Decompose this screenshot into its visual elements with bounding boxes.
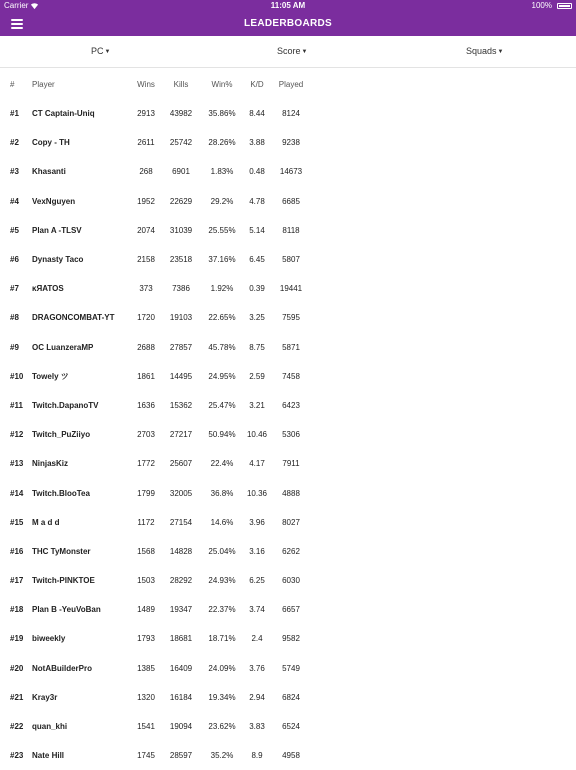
rank-cell: #12 (10, 430, 24, 440)
kills-cell: 23518 (169, 255, 193, 265)
wins-cell: 2611 (137, 138, 155, 148)
player-name: Copy - TH (32, 138, 70, 148)
win-pct-cell: 35.2% (210, 751, 234, 761)
kills-cell: 15362 (169, 400, 193, 410)
player-name: Towely ツ (32, 371, 69, 381)
table-row[interactable] (0, 333, 311, 362)
player-name: quan_khi (32, 722, 68, 732)
kills-cell: 31039 (169, 225, 193, 235)
win-pct-cell: 36.8% (210, 488, 234, 498)
wins-cell: 2158 (137, 255, 155, 265)
player-name: CT Captain-Uniq (32, 109, 95, 119)
kills-cell: 6901 (172, 167, 190, 177)
kd-cell: 3.16 (249, 546, 265, 556)
played-cell: 5807 (282, 255, 300, 265)
win-pct-cell: 25.47% (208, 400, 236, 410)
played-cell: 6423 (282, 400, 300, 410)
player-name: NinjasKiz (32, 459, 69, 469)
played-cell: 9238 (282, 138, 300, 148)
wins-cell: 1489 (137, 605, 155, 615)
kd-cell: 10.46 (246, 430, 268, 440)
played-cell: 4888 (282, 488, 300, 498)
rank-cell: #5 (10, 225, 19, 235)
win-pct-cell: 23.62% (208, 722, 236, 732)
played-cell: 9582 (282, 634, 300, 644)
kd-cell: 6.25 (249, 576, 265, 586)
kills-cell: 43982 (169, 109, 193, 119)
table-header-row (0, 70, 311, 99)
played-cell: 8027 (282, 517, 300, 527)
kills-cell: 25607 (169, 459, 193, 469)
carrier-label: Carrier (4, 1, 29, 10)
kills-cell: 27154 (169, 517, 193, 527)
player-name: biweekly (32, 634, 66, 644)
table-row[interactable] (0, 216, 311, 245)
platform-label: PC (91, 46, 104, 56)
player-name: Plan A -TLSV (32, 225, 82, 235)
nav-bar (0, 12, 576, 36)
caret-down-icon: ▼ (104, 49, 111, 55)
kd-cell: 3.88 (249, 138, 265, 148)
kd-cell: 8.9 (251, 751, 263, 761)
kd-cell: 3.76 (249, 663, 265, 673)
kd-cell: 0.48 (249, 167, 265, 177)
win-pct-cell: 35.86% (208, 109, 236, 119)
rank-cell: #17 (10, 576, 24, 586)
kd-cell: 3.96 (249, 517, 265, 527)
kills-cell: 19103 (169, 313, 193, 323)
table-row[interactable] (0, 683, 311, 712)
played-cell: 6685 (282, 196, 300, 206)
kills-cell: 28597 (169, 751, 193, 761)
kills-cell: 16184 (169, 692, 193, 702)
played-cell: 5871 (282, 342, 300, 352)
kd-cell: 8.75 (249, 342, 265, 352)
played-cell: 5306 (282, 430, 300, 440)
win-pct-cell: 25.55% (208, 225, 236, 235)
wins-cell: 1636 (137, 400, 155, 410)
header-played: Played (278, 80, 304, 89)
win-pct-cell: 1.83% (210, 167, 234, 177)
table-row[interactable] (0, 478, 311, 507)
wins-cell: 1172 (137, 517, 155, 527)
wins-cell: 1568 (137, 546, 155, 556)
played-cell: 6657 (282, 605, 300, 615)
rank-cell: #1 (10, 109, 19, 119)
kills-cell: 27857 (169, 342, 193, 352)
player-name: DRAGONCOMBAT-YT (32, 313, 115, 323)
header-kd: K/D (250, 80, 264, 89)
win-pct-cell: 50.94% (208, 430, 236, 440)
table-row[interactable] (0, 741, 311, 770)
played-cell: 6262 (282, 546, 300, 556)
player-name: Twitch.DapanoTV (32, 400, 99, 410)
rank-cell: #13 (10, 459, 24, 469)
rank-cell: #11 (10, 400, 23, 410)
player-name: VexNguyen (32, 196, 76, 206)
header-kills: Kills (173, 80, 189, 89)
win-pct-cell: 22.65% (208, 313, 236, 323)
wins-cell: 1952 (137, 196, 155, 206)
played-cell: 6824 (282, 692, 300, 702)
played-cell: 7458 (282, 371, 300, 381)
table-row[interactable] (0, 420, 311, 449)
kd-cell: 3.74 (249, 605, 265, 615)
battery-icon (557, 3, 572, 9)
rank-cell: #15 (10, 517, 24, 527)
table-row[interactable] (0, 303, 311, 332)
header-rank: # (10, 80, 15, 89)
wins-cell: 1861 (137, 371, 155, 381)
table-row[interactable] (0, 712, 311, 741)
table-row[interactable] (0, 128, 311, 157)
kd-cell: 2.94 (249, 692, 265, 702)
kd-cell: 4.17 (249, 459, 265, 469)
wins-cell: 1503 (137, 576, 155, 586)
played-cell: 6030 (282, 576, 300, 586)
header-player: Player (32, 80, 55, 89)
rank-cell: #9 (10, 342, 19, 352)
win-pct-cell: 29.2% (210, 196, 234, 206)
kills-cell: 25742 (169, 138, 193, 148)
wins-cell: 1793 (137, 634, 155, 644)
table-row[interactable] (0, 157, 311, 186)
table-row[interactable] (0, 187, 311, 216)
player-name: THC TyMonster (32, 546, 91, 556)
win-pct-cell: 24.95% (208, 371, 236, 381)
leaderboard-table (0, 70, 311, 770)
rank-cell: #19 (10, 634, 24, 644)
win-pct-cell: 14.6% (210, 517, 234, 527)
player-name: Twitch-PINKTOE (32, 576, 95, 586)
rank-cell: #6 (10, 255, 19, 265)
player-name: Khasanti (32, 167, 66, 177)
table-row[interactable] (0, 654, 311, 683)
kills-cell: 16409 (169, 663, 193, 673)
caret-down-icon: ▼ (301, 49, 308, 55)
kills-cell: 7386 (172, 284, 190, 294)
kd-cell: 10.36 (246, 488, 268, 498)
filter-bar (0, 36, 576, 68)
kd-cell: 3.83 (249, 722, 265, 732)
player-name: OC LuanzeraMP (32, 342, 94, 352)
kd-cell: 6.45 (249, 255, 265, 265)
player-name: NotABuilderPro (32, 663, 92, 673)
wins-cell: 2074 (137, 225, 155, 235)
player-name: Twitch_PuZiiyo (32, 430, 91, 440)
player-name: Plan B -YeuVoBan (32, 605, 101, 615)
table-row[interactable] (0, 362, 311, 391)
header-wins: Wins (137, 80, 155, 89)
table-row[interactable] (0, 274, 311, 303)
kd-cell: 3.25 (249, 313, 265, 323)
kd-cell: 5.14 (249, 225, 265, 235)
battery-percent: 100% (531, 1, 552, 10)
table-row[interactable] (0, 391, 311, 420)
win-pct-cell: 28.26% (208, 138, 236, 148)
kills-cell: 27217 (169, 430, 193, 440)
kills-cell: 19347 (169, 605, 193, 615)
player-name: Kray3r (32, 692, 58, 702)
wins-cell: 1720 (137, 313, 155, 323)
wins-cell: 2703 (137, 430, 155, 440)
wins-cell: 268 (139, 167, 153, 177)
played-cell: 14673 (279, 167, 303, 177)
played-cell: 4958 (282, 751, 300, 761)
sort-label: Score (277, 46, 301, 56)
rank-cell: #22 (10, 722, 24, 732)
player-name: Twitch.BlooTea (32, 488, 90, 498)
played-cell: 7911 (282, 459, 300, 469)
player-name: Dynasty Taco (32, 255, 84, 265)
win-pct-cell: 1.92% (210, 284, 234, 294)
mode-label: Squads (466, 46, 497, 56)
table-row[interactable] (0, 449, 311, 478)
played-cell: 7595 (282, 313, 300, 323)
rank-cell: #8 (10, 313, 19, 323)
player-name: Nate Hill (32, 751, 65, 761)
wins-cell: 1745 (137, 751, 155, 761)
table-row[interactable] (0, 624, 311, 653)
status-bar (0, 0, 576, 12)
rank-cell: #3 (10, 167, 19, 177)
kd-cell: 3.21 (249, 400, 265, 410)
wins-cell: 1799 (137, 488, 155, 498)
rank-cell: #18 (10, 605, 24, 615)
player-name: ĸЯATOS (32, 284, 64, 294)
table-row[interactable] (0, 566, 311, 595)
header-win-pct: Win% (211, 80, 233, 89)
kills-cell: 22629 (169, 196, 193, 206)
mode-dropdown[interactable] (466, 46, 503, 56)
wins-cell: 373 (139, 284, 153, 294)
table-row[interactable] (0, 508, 311, 537)
kills-cell: 19094 (169, 722, 193, 732)
rank-cell: #14 (10, 488, 24, 498)
win-pct-cell: 25.04% (208, 546, 236, 556)
rank-cell: #23 (10, 751, 24, 761)
kd-cell: 4.78 (249, 196, 265, 206)
win-pct-cell: 24.09% (208, 663, 236, 673)
win-pct-cell: 22.37% (208, 605, 236, 615)
win-pct-cell: 22.4% (210, 459, 234, 469)
rank-cell: #4 (10, 196, 19, 206)
kd-cell: 2.4 (251, 634, 263, 644)
win-pct-cell: 45.78% (208, 342, 236, 352)
platform-dropdown[interactable] (91, 46, 110, 56)
wins-cell: 1320 (137, 692, 155, 702)
wins-cell: 1541 (137, 722, 155, 732)
kd-cell: 8.44 (249, 109, 265, 119)
win-pct-cell: 19.34% (208, 692, 236, 702)
played-cell: 8124 (282, 109, 300, 119)
table-row[interactable] (0, 595, 311, 624)
kd-cell: 0.39 (249, 284, 265, 294)
rank-cell: #16 (10, 546, 24, 556)
table-row[interactable] (0, 537, 311, 566)
wins-cell: 2688 (137, 342, 155, 352)
win-pct-cell: 37.16% (208, 255, 236, 265)
played-cell: 6524 (282, 722, 300, 732)
rank-cell: #2 (10, 138, 19, 148)
sort-dropdown[interactable] (277, 46, 307, 56)
played-cell: 19441 (279, 284, 303, 294)
wins-cell: 1772 (137, 459, 155, 469)
player-name: M a d d (32, 517, 60, 527)
page-title: LEADERBOARDS (243, 18, 333, 29)
played-cell: 5749 (282, 663, 300, 673)
win-pct-cell: 18.71% (208, 634, 236, 644)
rank-cell: #7 (10, 284, 19, 294)
kills-cell: 18681 (169, 634, 193, 644)
clock-time: 11:05 AM (270, 1, 306, 10)
wins-cell: 2913 (137, 109, 155, 119)
kills-cell: 14495 (169, 371, 193, 381)
kills-cell: 32005 (169, 488, 193, 498)
kills-cell: 28292 (169, 576, 193, 586)
kd-cell: 2.59 (249, 371, 265, 381)
kills-cell: 14828 (169, 546, 193, 556)
played-cell: 8118 (282, 225, 300, 235)
caret-down-icon: ▼ (497, 49, 504, 55)
rank-cell: #21 (10, 692, 24, 702)
win-pct-cell: 24.93% (208, 576, 236, 586)
table-row[interactable] (0, 245, 311, 274)
wins-cell: 1385 (137, 663, 155, 673)
table-row[interactable] (0, 99, 311, 128)
rank-cell: #20 (10, 663, 24, 673)
rank-cell: #10 (10, 371, 24, 381)
